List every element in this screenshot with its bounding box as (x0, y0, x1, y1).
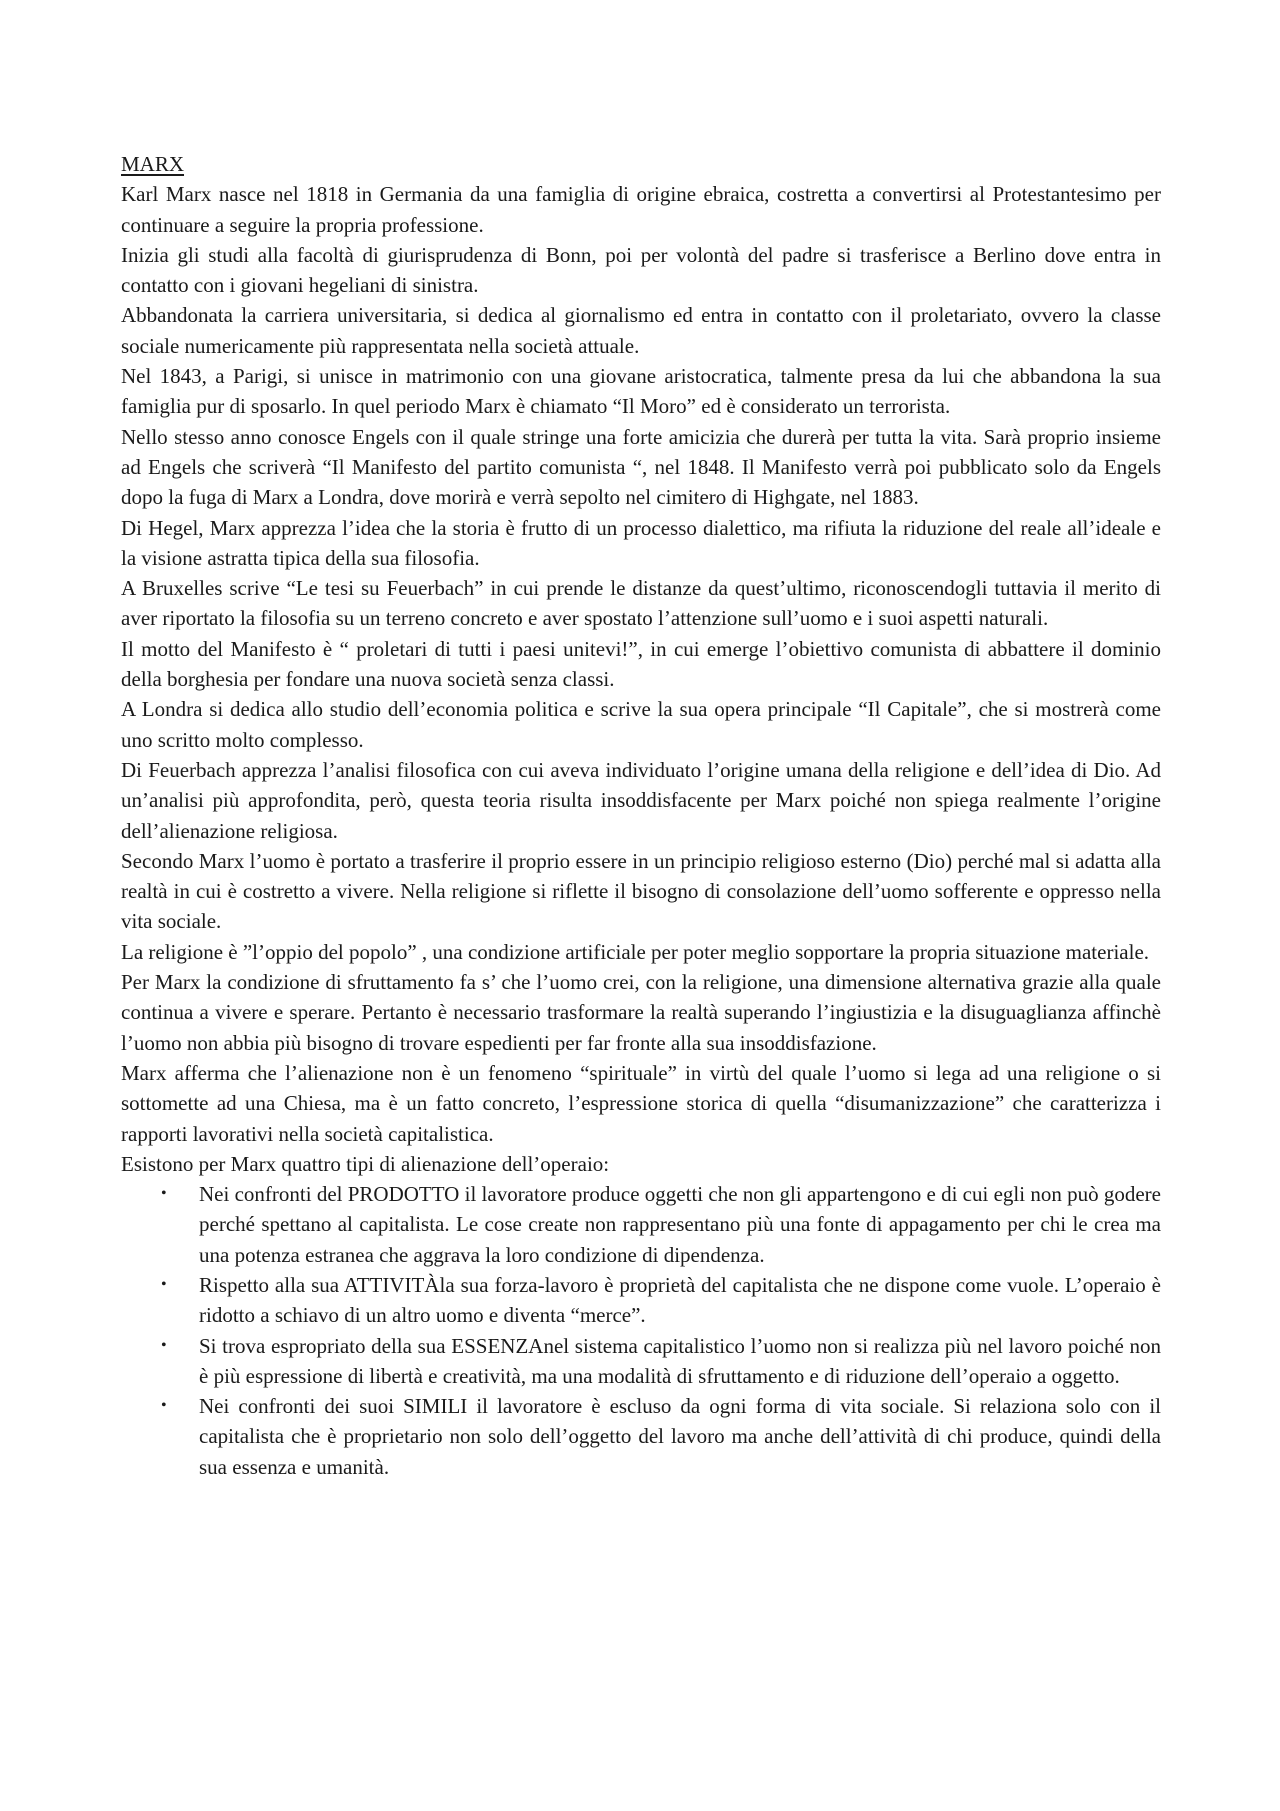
paragraph: Esistono per Marx quattro tipi di alienazione dell’operaio: (121, 1151, 610, 1176)
list-item-text: Rispetto alla sua ATTIVITÀla sua forza-lavoro è proprietà del capitalista che ne dispone come vuole. L’operaio è ridotto a schiavo di un altro uomo e diventa “merce”. (199, 1272, 1161, 1328)
list-item-text: Nei confronti dei suoi SIMILI il lavoratore è escluso da ogni forma di vita sociale. Si relaziona solo con il capitalista che è proprietario non solo dell’oggetto del lavoro ma anche dell’attività di chi produce, quindi della sua essenza e umanità. (199, 1394, 1161, 1479)
paragraph: Nel 1843, a Parigi, si unisce in matrimonio con una giovane aristocratica, talmente presa da lui che abbandona la sua famiglia pur di sposarlo. In quel periodo Marx è chiamato “Il Moro” ed è considerato un terrorista. (121, 364, 1161, 419)
paragraph: Abbandonata la carriera universitaria, si dedica al giornalismo ed entra in contatto con il proletariato, ovvero la classe sociale numericamente più rappresentata nella società attuale. (121, 303, 1161, 358)
list-item (121, 1270, 1161, 1331)
document-body (121, 149, 1161, 1482)
paragraph: Il motto del Manifesto è “ proletari di tutti i paesi unitevi!”, in cui emerge l’obiettivo comunista di abbattere il dominio della borghesia per fondare una nuova società senza classi. (121, 636, 1161, 692)
paragraph: La religione è ”l’oppio del popolo” , una condizione artificiale per poter meglio sopportare la propria situazione materiale. (121, 939, 1150, 964)
bullet-icon: • (161, 1397, 167, 1415)
paragraph: Marx afferma che l’alienazione non è un fenomeno “spirituale” in virtù del quale l’uomo si lega ad una religione o si sottomette ad una Chiesa, ma è un fatto concreto, l’espressione storica di quella “disumanizzazione” che caratterizza i rapporti lavorativi nella società capitalistica. (121, 1060, 1161, 1146)
list-item-text: Si trova espropriato della sua ESSENZAnel sistema capitalistico l’uomo non si realizza più nel lavoro poiché non è più espressione di libertà e creatività, ma una modalità di sfruttamento e di riduzione dell’operaio a oggetto. (199, 1333, 1161, 1388)
bullet-icon: • (161, 1275, 167, 1293)
paragraph: A Londra si dedica allo studio dell’economia politica e scrive la sua opera principale “Il Capitale”, che si mostrerà come uno scritto molto complesso. (121, 697, 1161, 752)
paragraph: Inizia gli studi alla facoltà di giurisprudenza di Bonn, poi per volontà del padre si trasferisce a Berlino dove entra in contatto con i giovani hegeliani di sinistra. (121, 242, 1161, 298)
paragraph: Di Feuerbach apprezza l’analisi filosofica con cui aveva individuato l’origine umana della religione e dell’idea di Dio. Ad un’analisi più approfondita, però, questa teoria risulta insoddisfacente per Marx poiché non spiega realmente l’origine dell’alienazione religiosa. (121, 757, 1161, 843)
paragraph: Per Marx la condizione di sfruttamento fa s’ che l’uomo crei, con la religione, una dimensione alternativa grazie alla quale continua a vivere e sperare. Pertanto è necessario trasformare la realtà superando l’ingiustizia e la disuguaglianza affinchè l’uomo non abbia più bisogno di trovare espedienti per far fronte alla sua insoddisfazione. (121, 970, 1161, 1055)
paragraph: Nello stesso anno conosce Engels con il quale stringe una forte amicizia che durerà per tutta la vita. Sarà proprio insieme ad Engels che scriverà “Il Manifesto del partito comunista “, nel 1848. Il Manifesto verrà poi pubblicato solo da Engels dopo la fuga di Marx a Londra, dove morirà e verrà sepolto nel cimitero di Highgate, nel 1883. (121, 424, 1161, 510)
list-item (121, 1331, 1161, 1392)
list-item (121, 1391, 1161, 1482)
paragraph: Di Hegel, Marx apprezza l’idea che la storia è frutto di un processo dialettico, ma rifiuta la riduzione del reale all’ideale e la visione astratta tipica della sua filosofia. (121, 515, 1161, 570)
paragraph: Secondo Marx l’uomo è portato a trasferire il proprio essere in un principio religioso esterno (Dio) perché mal si adatta alla realtà in cui è costretto a vivere. Nella religione si riflette il bisogno di consolazione dell’uomo sofferente e oppresso nella vita sociale. (121, 848, 1161, 934)
list-item (121, 1179, 1161, 1270)
bullet-icon: • (161, 1336, 167, 1354)
bullet-icon: • (161, 1185, 167, 1203)
alienation-list (121, 1179, 1161, 1482)
paragraph: A Bruxelles scrive “Le tesi su Feuerbach” in cui prende le distanze da quest’ultimo, riconoscendogli tuttavia il merito di aver riportato la filosofia su un terreno concreto e aver spostato l’attenzione sull’uomo e i suoi aspetti naturali. (121, 576, 1161, 631)
paragraph: Karl Marx nasce nel 1818 in Germania da una famiglia di origine ebraica, costretta a convertirsi al Protestantesimo per continuare a seguire la propria professione. (121, 182, 1161, 237)
list-item-text: Nei confronti del PRODOTTO il lavoratore produce oggetti che non gli appartengono e di cui egli non può godere perché spettano al capitalista. Le cose create non rappresentano più una fonte di appagamento per chi le crea ma una potenza estranea che aggrava la loro condizione di dipendenza. (199, 1182, 1161, 1267)
document-title: MARX (121, 152, 185, 176)
